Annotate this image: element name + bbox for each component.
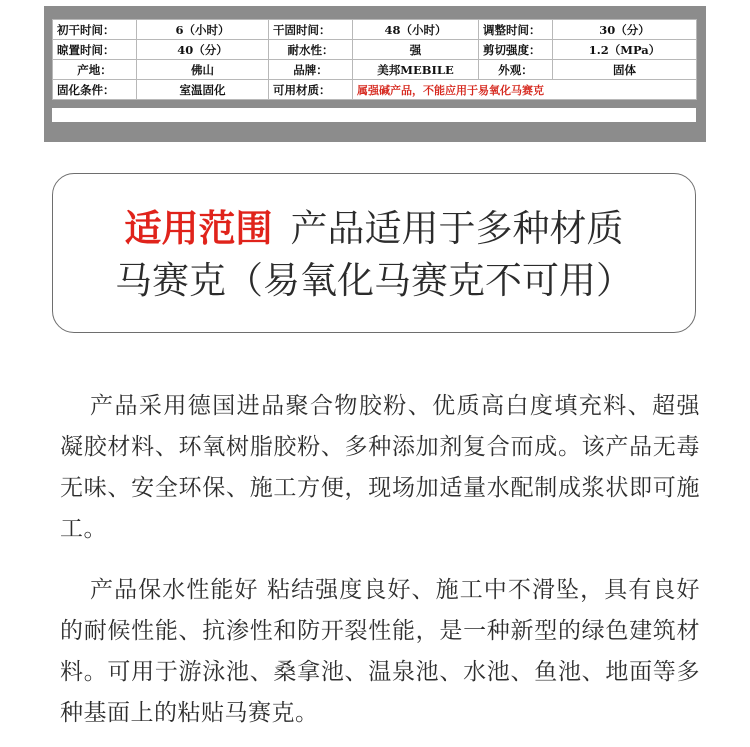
spec-label-brand: 品牌： <box>269 60 353 80</box>
spec-row <box>53 80 697 100</box>
spec-label-adjust-time: 调整时间： <box>479 20 553 40</box>
spec-value-open-time: 40（分） <box>137 40 269 60</box>
spec-label-open-time: 晾置时间： <box>53 40 137 60</box>
spec-label-appearance: 外观： <box>479 60 553 80</box>
spec-table <box>52 19 697 100</box>
scope-line-2 <box>53 258 695 304</box>
spec-table-blank-strip <box>52 108 696 122</box>
spec-label-water-resistance: 耐水性： <box>269 40 353 60</box>
spec-label-origin: 产地： <box>53 60 137 80</box>
spec-warning-note: 属强碱产品，不能应用于易氧化马赛克 <box>353 80 697 100</box>
spec-label-curing-condition: 固化条件： <box>53 80 137 100</box>
spec-value-curing-condition: 室温固化 <box>137 80 269 100</box>
spec-row <box>53 60 697 80</box>
spec-table-frame <box>44 6 706 142</box>
spec-label-cure-time: 干固时间： <box>269 20 353 40</box>
spec-row <box>53 40 697 60</box>
scope-text-1: 产品适用于多种材质 <box>290 207 624 250</box>
spec-value-shear-strength: 1.2（MPa） <box>553 40 697 60</box>
scope-text-2: 马赛克（易氧化马赛克不可用） <box>115 259 633 302</box>
spec-value-appearance: 固体 <box>553 60 697 80</box>
spec-row <box>53 20 697 40</box>
spec-value-initial-dry-time: 6（小时） <box>137 20 269 40</box>
spec-value-water-resistance: 强 <box>353 40 479 60</box>
scope-line-1 <box>53 206 695 252</box>
spec-label-shear-strength: 剪切强度： <box>479 40 553 60</box>
spec-value-origin: 佛山 <box>137 60 269 80</box>
description-paragraph-2: 产品保水性能好 粘结强度良好、施工中不滑坠，具有良好的耐候性能、抗渗性和防开裂性能，是一种新型的绿色建筑材料。可用于游泳池、桑拿池、温泉池、水池、鱼池、地面等多种基面上的粘贴马赛克。 <box>60 577 700 726</box>
spec-value-brand: 美邦MEBILE <box>353 60 479 80</box>
spec-value-adjust-time: 30（分） <box>553 20 697 40</box>
spec-value-cure-time: 48（小时） <box>353 20 479 40</box>
spec-label-applicable-material: 可用材质： <box>269 80 353 100</box>
spec-label-initial-dry-time: 初干时间： <box>53 20 137 40</box>
description-paragraph-1: 产品采用德国进品聚合物胶粉、优质高白度填充料、超强凝胶材料、环氧树脂胶粉、多种添加剂复合而成。该产品无毒无味、安全环保、施工方便，现场加适量水配制成浆状即可施工。 <box>60 393 700 542</box>
scope-heading: 适用范围 <box>124 207 273 250</box>
application-scope-box <box>52 173 696 333</box>
